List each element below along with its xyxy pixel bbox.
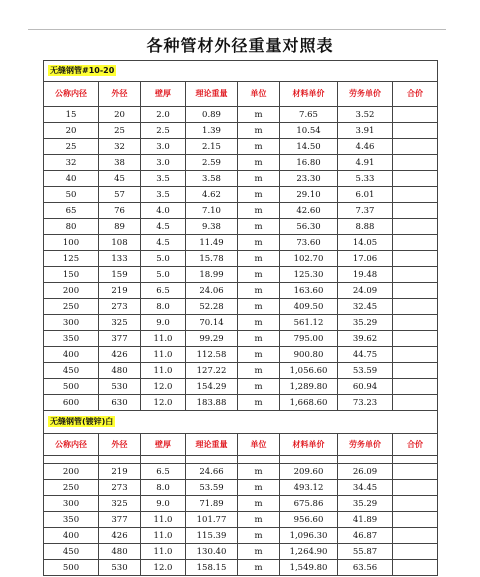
table-cell: 900.80 <box>280 347 338 363</box>
table-cell: 183.88 <box>186 395 238 411</box>
column-header: 劳务单价 <box>338 434 393 456</box>
table-cell <box>186 456 238 464</box>
table-cell <box>393 267 438 283</box>
page-title: 各种管材外径重量对照表 <box>146 36 334 55</box>
table-cell: 4.62 <box>186 187 238 203</box>
table-cell: 1.39 <box>186 123 238 139</box>
table-cell: m <box>238 395 280 411</box>
table-row <box>44 315 438 331</box>
table-cell: 71.89 <box>186 496 238 512</box>
table-cell <box>393 347 438 363</box>
table-cell: 493.12 <box>280 480 338 496</box>
table-cell: 9.38 <box>186 219 238 235</box>
table-cell: 350 <box>44 331 99 347</box>
table-cell: 2.59 <box>186 155 238 171</box>
table-cell <box>393 395 438 411</box>
table-cell <box>393 528 438 544</box>
table-cell: 45 <box>99 171 141 187</box>
pipe-weight-table <box>43 60 438 576</box>
table-cell: 4.0 <box>141 203 186 219</box>
section-row <box>44 61 438 82</box>
table-row <box>44 560 438 576</box>
table-cell <box>393 251 438 267</box>
table-cell: 11.0 <box>141 544 186 560</box>
table-cell: 57 <box>99 187 141 203</box>
table-cell: 11.49 <box>186 235 238 251</box>
table-cell: 400 <box>44 528 99 544</box>
table-cell: 6.5 <box>141 464 186 480</box>
table-cell: 9.0 <box>141 496 186 512</box>
table-cell: 26.09 <box>338 464 393 480</box>
table-cell: 38 <box>99 155 141 171</box>
table-cell: 46.87 <box>338 528 393 544</box>
table-cell: 209.60 <box>280 464 338 480</box>
table-cell: 14.50 <box>280 139 338 155</box>
table-cell: 7.65 <box>280 107 338 123</box>
table-row <box>44 496 438 512</box>
table-cell: 6.01 <box>338 187 393 203</box>
table-cell: 3.52 <box>338 107 393 123</box>
table-cell: 15 <box>44 107 99 123</box>
table-cell: m <box>238 203 280 219</box>
table-cell: 20 <box>99 107 141 123</box>
table-cell: 1,096.30 <box>280 528 338 544</box>
table-cell: 300 <box>44 496 99 512</box>
table-cell: 480 <box>99 544 141 560</box>
table-cell: 25 <box>99 123 141 139</box>
spacer-row <box>44 456 438 464</box>
table-cell: 426 <box>99 347 141 363</box>
table-cell: 4.91 <box>338 155 393 171</box>
column-header: 材料单价 <box>280 82 338 107</box>
table-cell: 65 <box>44 203 99 219</box>
table-cell: 25 <box>44 139 99 155</box>
table-cell: 7.37 <box>338 203 393 219</box>
table-cell: 8.0 <box>141 480 186 496</box>
table-cell: 12.0 <box>141 395 186 411</box>
table-cell: 1,668.60 <box>280 395 338 411</box>
table-cell <box>393 299 438 315</box>
table-cell: m <box>238 235 280 251</box>
table-cell <box>393 331 438 347</box>
table-cell <box>238 456 280 464</box>
table-cell: m <box>238 496 280 512</box>
table-cell: 300 <box>44 315 99 331</box>
table-row <box>44 347 438 363</box>
table-cell: 273 <box>99 480 141 496</box>
table-cell: 17.06 <box>338 251 393 267</box>
table-cell: 32 <box>44 155 99 171</box>
table-cell: 630 <box>99 395 141 411</box>
table-cell: 24.06 <box>186 283 238 299</box>
table-cell <box>44 456 99 464</box>
table-cell: 561.12 <box>280 315 338 331</box>
table-cell: 101.77 <box>186 512 238 528</box>
table-cell: 2.5 <box>141 123 186 139</box>
table-cell: 500 <box>44 379 99 395</box>
table-row <box>44 139 438 155</box>
table-cell: 35.29 <box>338 315 393 331</box>
table-row <box>44 187 438 203</box>
table-cell: 325 <box>99 315 141 331</box>
table-cell: 1,549.80 <box>280 560 338 576</box>
table-cell <box>393 315 438 331</box>
table-cell: 63.56 <box>338 560 393 576</box>
table-cell: 11.0 <box>141 363 186 379</box>
table-cell: 15.78 <box>186 251 238 267</box>
table-row <box>44 203 438 219</box>
table-cell: 130.40 <box>186 544 238 560</box>
table-cell: 219 <box>99 464 141 480</box>
table-cell <box>141 456 186 464</box>
table-cell: 3.5 <box>141 171 186 187</box>
section-cell <box>44 61 438 82</box>
table-row <box>44 299 438 315</box>
table-cell: 377 <box>99 331 141 347</box>
table-cell: m <box>238 299 280 315</box>
table-cell: m <box>238 171 280 187</box>
table-cell <box>393 464 438 480</box>
header-rule <box>28 29 446 30</box>
table-cell: 6.5 <box>141 283 186 299</box>
table-cell: 3.0 <box>141 155 186 171</box>
table-cell: 250 <box>44 299 99 315</box>
table-cell: 29.10 <box>280 187 338 203</box>
table-cell: 956.60 <box>280 512 338 528</box>
table-cell: m <box>238 480 280 496</box>
table-cell: 3.0 <box>141 139 186 155</box>
table-cell: 125.30 <box>280 267 338 283</box>
table-cell: 89 <box>99 219 141 235</box>
table-cell: m <box>238 155 280 171</box>
table-cell: 55.87 <box>338 544 393 560</box>
table-row <box>44 283 438 299</box>
table-row <box>44 155 438 171</box>
table-cell: 53.59 <box>338 363 393 379</box>
table-cell: 3.58 <box>186 171 238 187</box>
table-cell: 24.66 <box>186 464 238 480</box>
column-header: 壁厚 <box>141 434 186 456</box>
table-cell: m <box>238 283 280 299</box>
table-cell: 18.99 <box>186 267 238 283</box>
table-cell: m <box>238 187 280 203</box>
table-row <box>44 107 438 123</box>
table-cell <box>393 235 438 251</box>
table-cell: 11.0 <box>141 512 186 528</box>
table-cell: m <box>238 512 280 528</box>
column-header: 公称内径 <box>44 434 99 456</box>
table-cell: 102.70 <box>280 251 338 267</box>
table-cell <box>393 139 438 155</box>
table-cell: 530 <box>99 560 141 576</box>
table-cell: 60.94 <box>338 379 393 395</box>
table-cell: 76 <box>99 203 141 219</box>
table-cell: 675.86 <box>280 496 338 512</box>
table-cell <box>393 187 438 203</box>
table-row <box>44 464 438 480</box>
table-cell: 200 <box>44 283 99 299</box>
table-cell: m <box>238 219 280 235</box>
table-cell: 3.91 <box>338 123 393 139</box>
table-cell: 4.5 <box>141 235 186 251</box>
table-cell: 426 <box>99 528 141 544</box>
table-cell: 44.75 <box>338 347 393 363</box>
table-cell: 5.33 <box>338 171 393 187</box>
table-cell: 480 <box>99 363 141 379</box>
column-header: 材料单价 <box>280 434 338 456</box>
table-cell: 12.0 <box>141 379 186 395</box>
table-cell: 377 <box>99 512 141 528</box>
table-row <box>44 480 438 496</box>
table-cell <box>338 456 393 464</box>
table-cell: 100 <box>44 235 99 251</box>
table-cell: 795.00 <box>280 331 338 347</box>
table-cell: m <box>238 315 280 331</box>
table-cell: 19.48 <box>338 267 393 283</box>
table-cell: 23.30 <box>280 171 338 187</box>
table-cell: 39.62 <box>338 331 393 347</box>
column-header: 合价 <box>393 434 438 456</box>
table-cell: 7.10 <box>186 203 238 219</box>
table-cell: 24.09 <box>338 283 393 299</box>
section-title: 无缝钢管(镀锌)白 <box>50 417 114 426</box>
table-cell: 16.80 <box>280 155 338 171</box>
table-cell: 127.22 <box>186 363 238 379</box>
table-cell: 8.88 <box>338 219 393 235</box>
table-cell: 3.5 <box>141 187 186 203</box>
table-cell: 41.89 <box>338 512 393 528</box>
table-cell: 34.45 <box>338 480 393 496</box>
table-cell: 52.28 <box>186 299 238 315</box>
column-header: 理论重量 <box>186 82 238 107</box>
table-cell <box>393 171 438 187</box>
table-cell: 5.0 <box>141 267 186 283</box>
section-cell <box>44 411 438 434</box>
table-cell: 350 <box>44 512 99 528</box>
table-cell: 325 <box>99 496 141 512</box>
table-cell: 11.0 <box>141 347 186 363</box>
table-cell: 115.39 <box>186 528 238 544</box>
table-cell: 133 <box>99 251 141 267</box>
table-cell: 73.23 <box>338 395 393 411</box>
table-cell: 4.5 <box>141 219 186 235</box>
table-cell: m <box>238 347 280 363</box>
table-cell: 1,056.60 <box>280 363 338 379</box>
table-cell: 32.45 <box>338 299 393 315</box>
column-header: 单位 <box>238 82 280 107</box>
table-row <box>44 544 438 560</box>
table-cell <box>393 283 438 299</box>
table-cell <box>393 219 438 235</box>
column-header: 理论重量 <box>186 434 238 456</box>
table-cell: m <box>238 560 280 576</box>
table-cell <box>393 480 438 496</box>
table-row <box>44 528 438 544</box>
table-cell: 250 <box>44 480 99 496</box>
table-cell <box>393 496 438 512</box>
table-cell: 40 <box>44 171 99 187</box>
table-cell: 11.0 <box>141 528 186 544</box>
table-cell: m <box>238 107 280 123</box>
table-cell: 2.0 <box>141 107 186 123</box>
table-row <box>44 171 438 187</box>
column-header: 壁厚 <box>141 82 186 107</box>
table-cell: 163.60 <box>280 283 338 299</box>
table-row <box>44 123 438 139</box>
header-row <box>44 434 438 456</box>
table-cell <box>280 456 338 464</box>
table-cell: 50 <box>44 187 99 203</box>
table-cell <box>393 155 438 171</box>
table-cell <box>393 379 438 395</box>
header-row <box>44 82 438 107</box>
column-header: 合价 <box>393 82 438 107</box>
table-row <box>44 219 438 235</box>
table-cell: 73.60 <box>280 235 338 251</box>
table-cell: 4.46 <box>338 139 393 155</box>
table-row <box>44 235 438 251</box>
column-header: 外径 <box>99 434 141 456</box>
table-row <box>44 395 438 411</box>
table-cell: 0.89 <box>186 107 238 123</box>
table-row <box>44 512 438 528</box>
table-cell: m <box>238 379 280 395</box>
table-cell: 9.0 <box>141 315 186 331</box>
table-cell: 32 <box>99 139 141 155</box>
table-cell: 150 <box>44 267 99 283</box>
column-header: 外径 <box>99 82 141 107</box>
table-cell: 35.29 <box>338 496 393 512</box>
table-cell: 20 <box>44 123 99 139</box>
column-header: 单位 <box>238 434 280 456</box>
table-cell: 12.0 <box>141 560 186 576</box>
table-cell: m <box>238 331 280 347</box>
table-cell: m <box>238 123 280 139</box>
table-cell: 11.0 <box>141 331 186 347</box>
table-cell: 125 <box>44 251 99 267</box>
table-cell: m <box>238 363 280 379</box>
table-cell: m <box>238 464 280 480</box>
table-cell: 200 <box>44 464 99 480</box>
table-cell <box>393 512 438 528</box>
section-row <box>44 411 438 434</box>
table-row <box>44 267 438 283</box>
table-cell: 600 <box>44 395 99 411</box>
table-cell: 500 <box>44 560 99 576</box>
table-cell <box>393 544 438 560</box>
section-title: 无缝钢管#10-20 <box>50 66 115 75</box>
table-cell: 409.50 <box>280 299 338 315</box>
table-cell: 273 <box>99 299 141 315</box>
table-cell: 56.30 <box>280 219 338 235</box>
table-cell: 70.14 <box>186 315 238 331</box>
table-cell <box>393 123 438 139</box>
column-header: 公称内径 <box>44 82 99 107</box>
table-cell: m <box>238 528 280 544</box>
table-cell <box>393 456 438 464</box>
table-cell: 108 <box>99 235 141 251</box>
table-cell <box>393 363 438 379</box>
table-cell: 99.29 <box>186 331 238 347</box>
table-cell: 112.58 <box>186 347 238 363</box>
table-cell <box>393 560 438 576</box>
table-cell: 1,264.90 <box>280 544 338 560</box>
table-cell: 80 <box>44 219 99 235</box>
table-cell: 154.29 <box>186 379 238 395</box>
table-cell: 5.0 <box>141 251 186 267</box>
table-row <box>44 331 438 347</box>
table-cell: m <box>238 251 280 267</box>
table-cell: m <box>238 139 280 155</box>
table-row <box>44 251 438 267</box>
table-cell: m <box>238 267 280 283</box>
table-cell: 450 <box>44 363 99 379</box>
table-cell: 159 <box>99 267 141 283</box>
table-cell: 1,289.80 <box>280 379 338 395</box>
table-cell: 8.0 <box>141 299 186 315</box>
table-cell <box>99 456 141 464</box>
table-cell: 53.59 <box>186 480 238 496</box>
table-cell <box>393 107 438 123</box>
table-row <box>44 379 438 395</box>
table-cell: 2.15 <box>186 139 238 155</box>
table-cell: 219 <box>99 283 141 299</box>
table-row <box>44 363 438 379</box>
table-cell: m <box>238 544 280 560</box>
table-cell: 400 <box>44 347 99 363</box>
table-cell: 450 <box>44 544 99 560</box>
table-cell: 158.15 <box>186 560 238 576</box>
table-cell: 10.54 <box>280 123 338 139</box>
column-header: 劳务单价 <box>338 82 393 107</box>
table-cell: 42.60 <box>280 203 338 219</box>
table-cell: 14.05 <box>338 235 393 251</box>
table-cell: 530 <box>99 379 141 395</box>
table-cell <box>393 203 438 219</box>
